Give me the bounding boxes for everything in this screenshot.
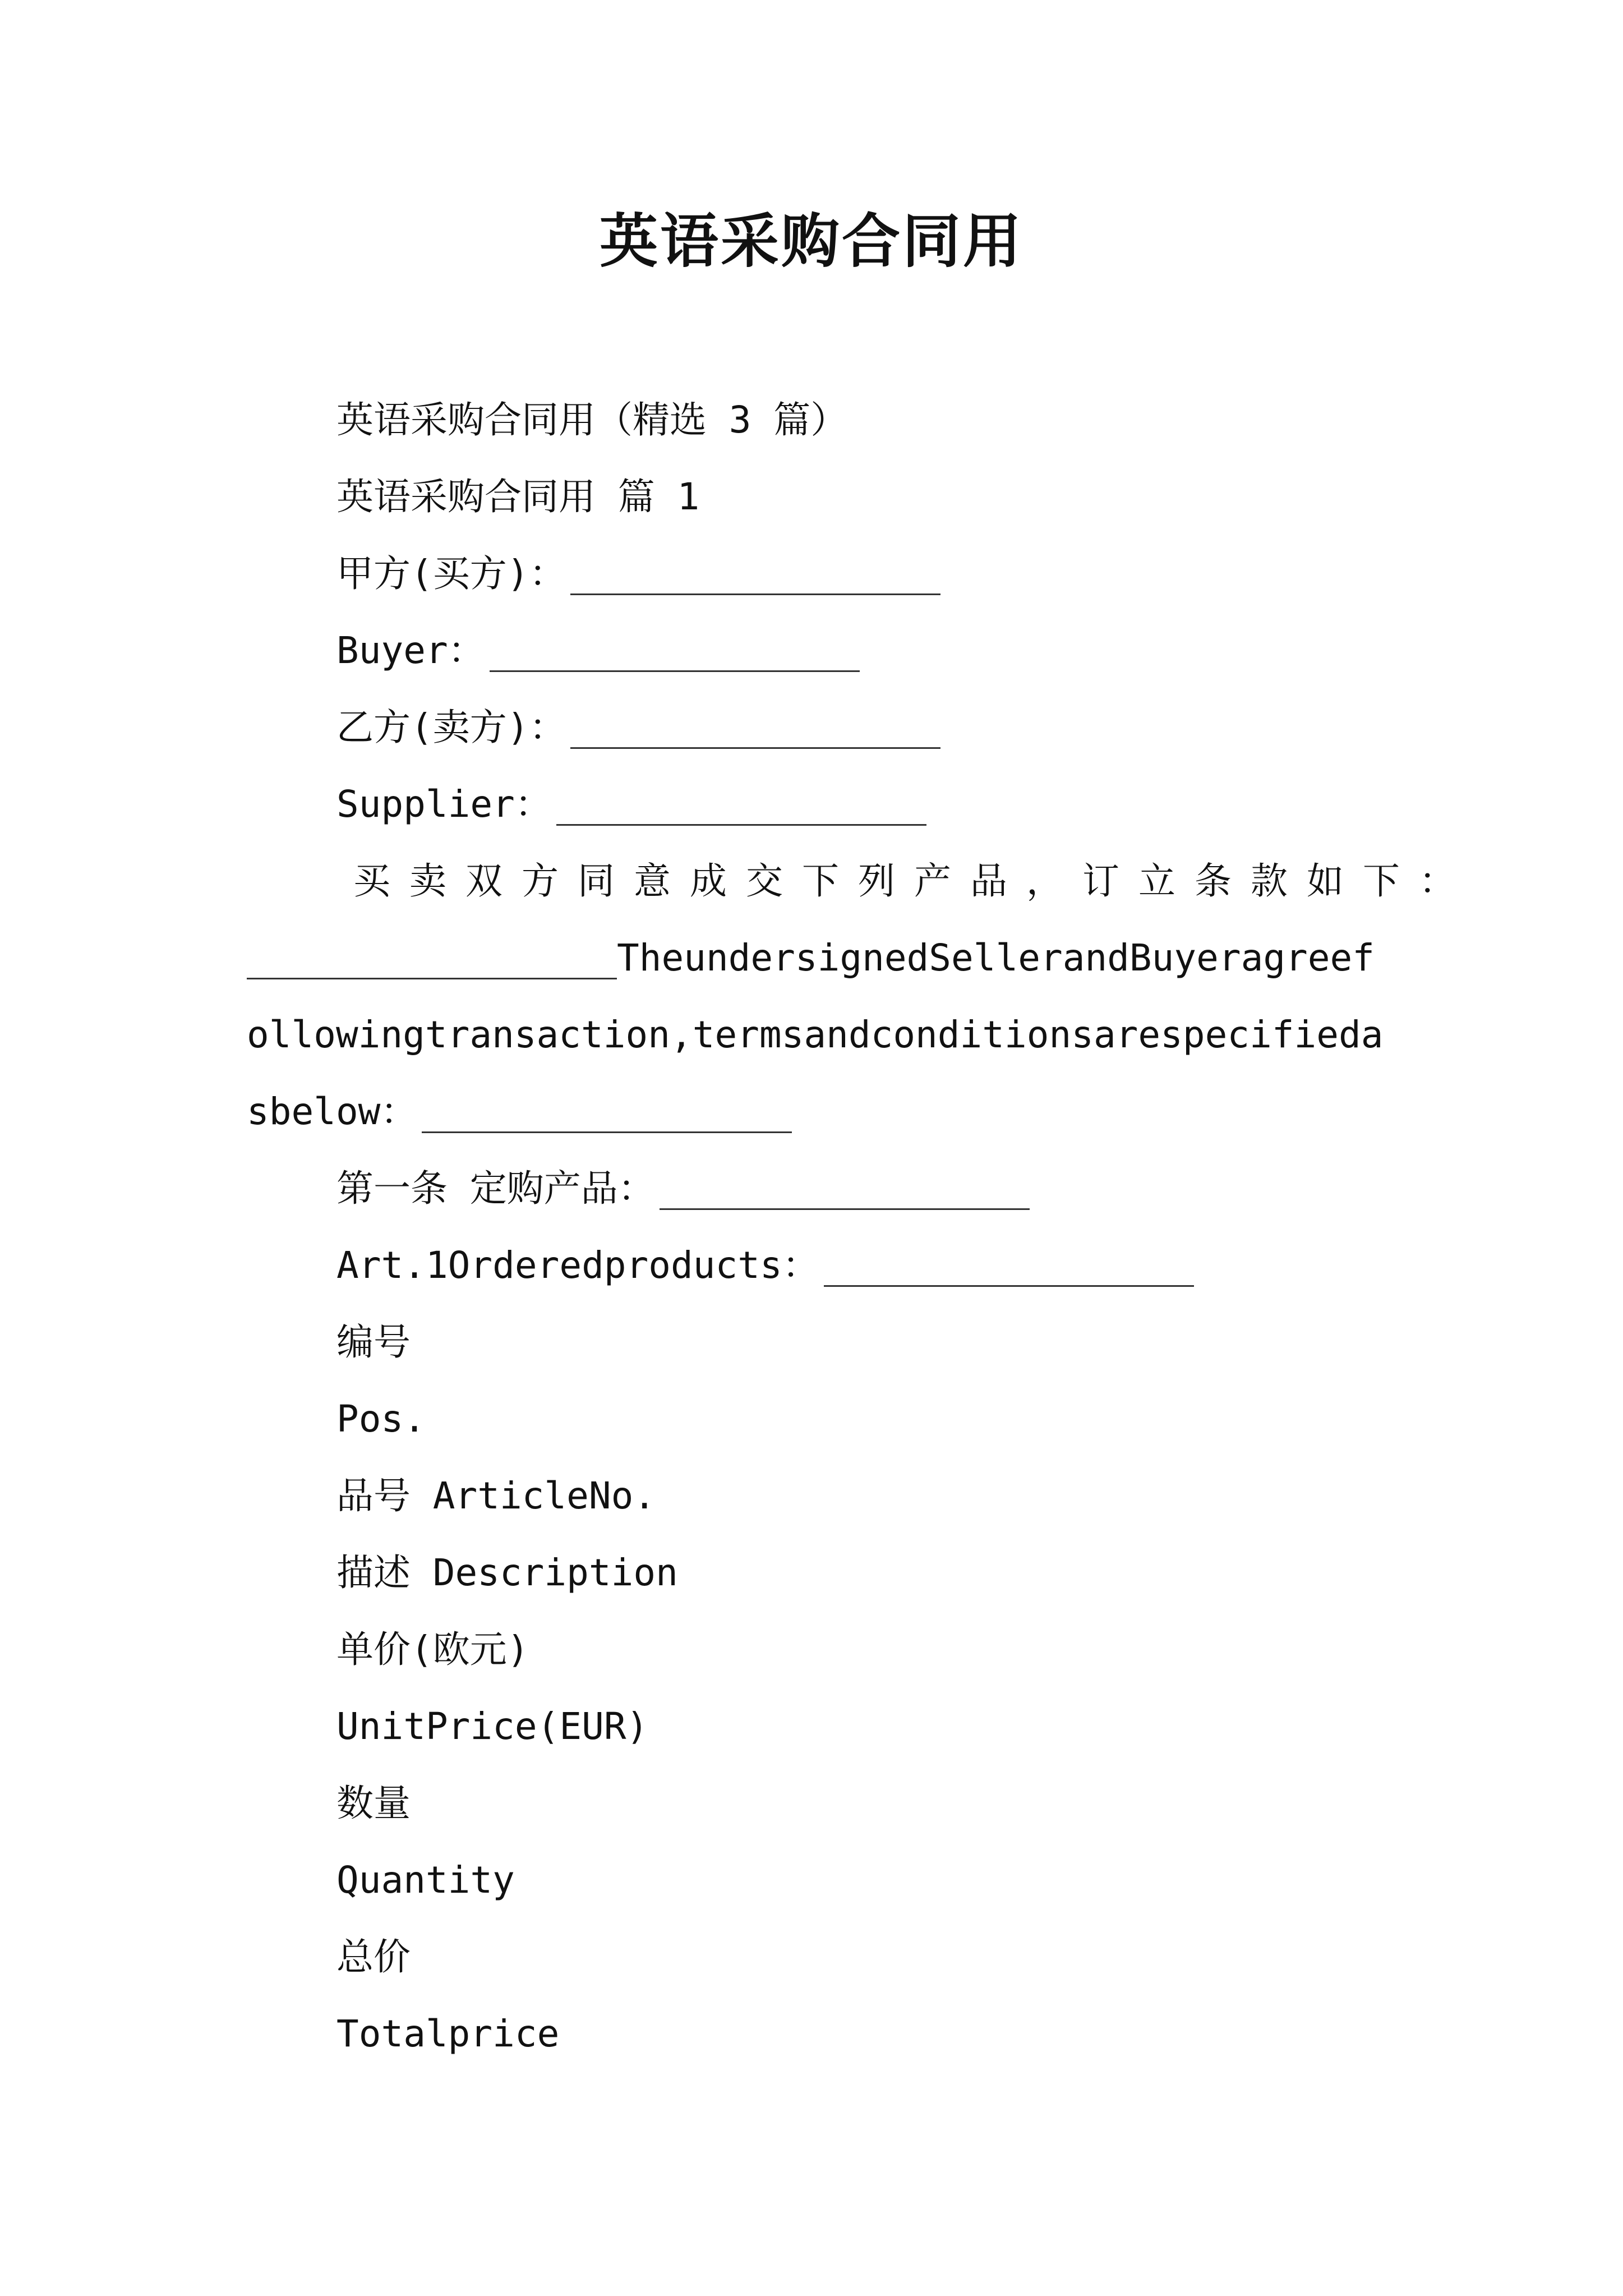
buyer-line	[247, 612, 1368, 689]
article-1-line	[247, 1150, 1368, 1227]
agreement-english-text-3: sbelow：	[247, 1090, 418, 1133]
field-article-no	[247, 1457, 1368, 1534]
section-heading	[247, 458, 1368, 535]
party-a-line	[247, 535, 1368, 612]
field-total-cn	[247, 1918, 1368, 1995]
document-title: 英语采购合同用	[599, 206, 1023, 275]
field-number-en-text: Pos.	[336, 1397, 426, 1441]
field-quantity-en	[247, 1842, 1368, 1918]
field-total-cn-text: 总价	[336, 1935, 411, 1978]
document-body	[247, 381, 1475, 2072]
section-heading-text: 英语采购合同用 篇 1	[336, 475, 700, 518]
field-unit-price-en-text: UnitPrice(EUR)	[336, 1705, 649, 1748]
agreement-line	[247, 843, 1475, 919]
field-quantity-en-text: Quantity	[336, 1858, 515, 1902]
field-total-en-text: Totalprice	[336, 2012, 560, 2055]
article-1-english-line	[247, 1227, 1368, 1304]
field-article-no-text: 品号 ArticleNo.	[336, 1474, 656, 1517]
subtitle-line	[247, 381, 1368, 458]
field-unit-price-en	[247, 1688, 1368, 1765]
party-a-label: 甲方(买方)：	[336, 552, 566, 595]
field-quantity-cn	[247, 1765, 1368, 1842]
field-total-en	[247, 1995, 1368, 2072]
field-unit-price-cn	[247, 1611, 1368, 1688]
field-description-text: 描述 Description	[336, 1551, 678, 1594]
field-number-cn	[247, 1304, 1368, 1381]
article-1-blank	[660, 1206, 1030, 1210]
agreement-blank	[247, 976, 617, 979]
agreement-text: 买卖双方同意成交下列产品，订立条款如下：	[353, 859, 1475, 903]
field-description	[247, 1534, 1368, 1611]
supplier-label: Supplier：	[336, 783, 552, 826]
article-1-english-label: Art.1Orderedproducts：	[336, 1244, 819, 1287]
party-b-label: 乙方(卖方)：	[336, 706, 566, 749]
below-blank	[422, 1129, 792, 1133]
agreement-english-line-3	[247, 1073, 1368, 1150]
field-unit-price-cn-text: 单价(欧元)	[336, 1628, 529, 1671]
field-number-en	[247, 1381, 1368, 1457]
agreement-english-line-1	[247, 919, 1375, 996]
field-quantity-cn-text: 数量	[336, 1782, 411, 1825]
article-1-label: 第一条 定购产品：	[336, 1167, 655, 1210]
subtitle-text: 英语采购合同用（精选 3 篇）	[336, 398, 848, 441]
field-number-cn-text: 编号	[336, 1320, 411, 1364]
article-1-english-blank	[824, 1283, 1194, 1287]
buyer-blank	[490, 668, 860, 672]
supplier-line	[247, 766, 1368, 843]
agreement-english-text-2: ollowingtransaction,termsandconditionsarespecifieda	[247, 1013, 1384, 1056]
party-b-blank	[570, 745, 940, 749]
party-b-line	[247, 689, 1368, 766]
party-a-blank	[570, 591, 940, 595]
buyer-label: Buyer：	[336, 629, 485, 672]
agreement-english-line-2	[247, 996, 1384, 1073]
supplier-blank	[556, 822, 926, 826]
agreement-english-text-1: TheundersignedSellerandBuyeragreef	[617, 936, 1375, 979]
